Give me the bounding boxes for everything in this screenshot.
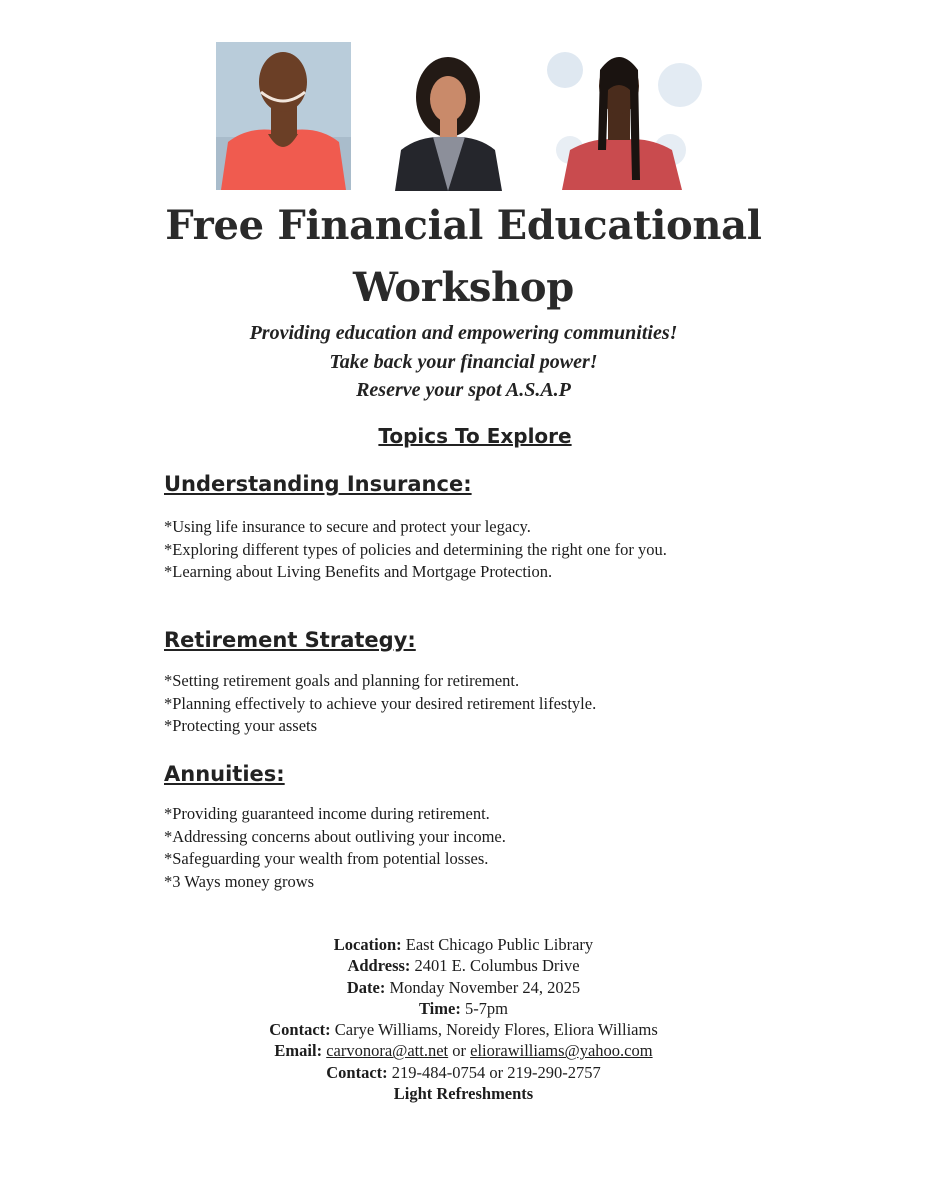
time-value: 5-7pm [464,998,509,1018]
address-value: 2401 E. Columbus Drive [414,956,580,976]
event-info [0,934,927,1104]
presenter-photo-2 [395,55,502,191]
insurance-list [164,516,704,584]
tagline-2: Take back your financial power! [329,351,598,373]
tagline-1: Providing education and empowering communities! [249,322,678,344]
email-label: Email: [274,1041,323,1061]
list-item: *Protecting your assets [164,716,318,735]
list-item: *Addressing concerns about outliving your income. [164,826,506,846]
title-line-1: Free Financial Educational [165,202,762,249]
location-line [0,934,927,955]
section-heading-annuities: Annuities: [164,762,285,786]
tagline-3: Reserve your spot A.S.A.P [356,379,571,401]
email-link-1[interactable]: carvonora@att.net [326,1041,449,1061]
section-heading-retirement: Retirement Strategy: [164,628,416,652]
topics-heading: Topics To Explore [378,424,572,448]
address-label: Address: [347,956,411,976]
contact-label: Contact: [269,1020,331,1040]
contact-names: Carye Williams, Noreidy Flores, Eliora Williams [334,1020,658,1040]
list-item: *Providing guaranteed income during retirement. [164,804,490,823]
phone-label: Contact: [326,1062,388,1082]
retirement-list [164,670,704,738]
email-link-2[interactable]: eliorawilliams@yahoo.com [470,1041,653,1061]
email-line [0,1040,927,1061]
time-label: Time: [418,998,461,1018]
list-item: *Learning about Living Benefits and Mortgage Protection. [164,562,553,581]
title-line-2: Workshop [353,264,574,311]
date-line [0,977,927,998]
presenter-photo-1 [216,42,351,190]
list-item: *Safeguarding your wealth from potential losses. [164,849,489,868]
date-label: Date: [346,977,386,997]
refreshments-note: Light Refreshments [393,1084,534,1104]
email-or: or [452,1041,467,1061]
phone-numbers: 219-484-0754 or 219-290-2757 [391,1062,601,1082]
date-value: Monday November 24, 2025 [389,977,581,997]
section-heading-insurance: Understanding Insurance: [164,472,472,496]
list-item: *Using life insurance to secure and protect your legacy. [164,517,531,536]
address-line [0,955,927,976]
presenter-photo-3 [540,40,702,190]
list-item: *Exploring different types of policies and determining the right one for you. [164,539,667,559]
annuities-list [164,803,704,893]
list-item: *Planning effectively to achieve your desired retirement lifestyle. [164,693,597,713]
time-line [0,998,927,1019]
list-item: *3 Ways money grows [164,871,315,891]
location-label: Location: [333,935,402,954]
location-value: East Chicago Public Library [405,935,594,954]
contact-line [0,1019,927,1040]
list-item: *Setting retirement goals and planning for retirement. [164,671,520,690]
phone-line [0,1062,927,1083]
